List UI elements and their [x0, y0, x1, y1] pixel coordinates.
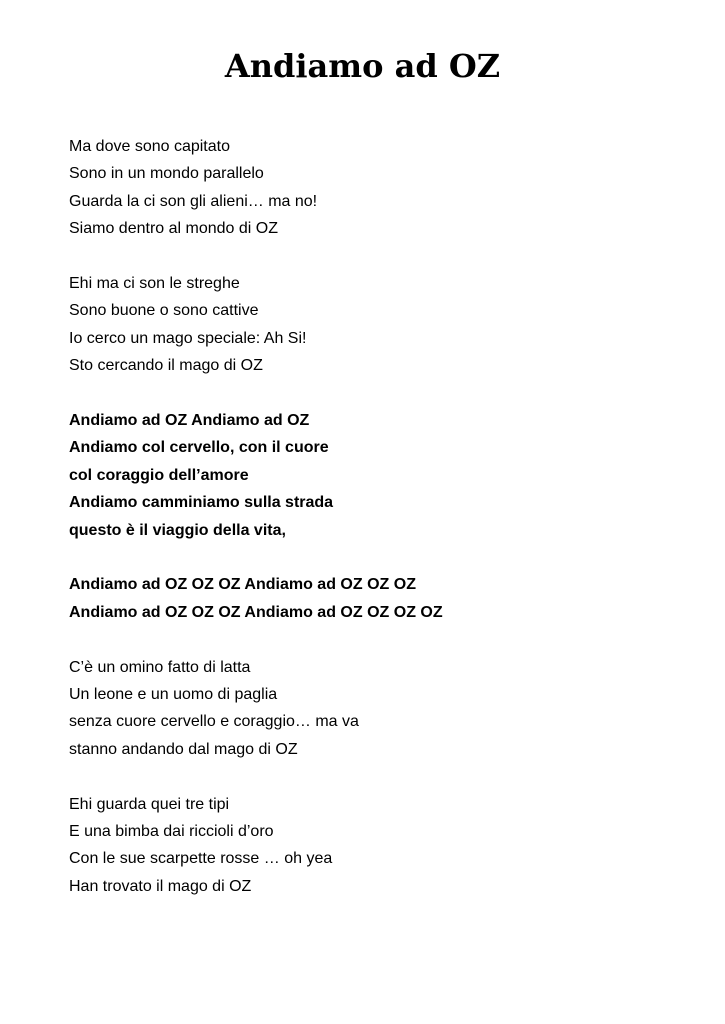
lyric-line: Ehi ma ci son le streghe	[69, 275, 240, 293]
lyric-line: E una bimba dai riccioli d’oro	[69, 823, 274, 841]
lyric-line: Han trovato il mago di OZ	[69, 877, 252, 895]
chorus-line: Andiamo ad OZ OZ OZ Andiamo ad OZ OZ OZ	[69, 576, 416, 594]
lyric-line: Sono in un mondo parallelo	[69, 165, 264, 183]
chorus-line: col coraggio dell’amore	[69, 466, 249, 484]
lyric-line: Ma dove sono capitato	[69, 138, 230, 155]
stanza-4	[69, 791, 689, 901]
stanza-2	[69, 270, 689, 380]
lyric-line: Io cerco un mago speciale: Ah Si!	[69, 329, 307, 347]
chorus-line: Andiamo ad OZ OZ OZ Andiamo ad OZ OZ OZ OZ	[69, 603, 443, 621]
lyric-line: Sto cercando il mago di OZ	[69, 357, 263, 375]
lyric-line: Sono buone o sono cattive	[69, 302, 259, 320]
stanza-1	[69, 133, 689, 243]
chorus-line: Andiamo ad OZ Andiamo ad OZ	[69, 412, 310, 430]
chorus-line: Andiamo col cervello, con il cuore	[69, 439, 329, 457]
lyric-line: Guarda la ci son gli alieni… ma no!	[69, 192, 318, 210]
chorus-line: questo è il viaggio della vita,	[69, 521, 286, 539]
lyric-line: stanno andando dal mago di OZ	[69, 740, 298, 758]
lyrics-body	[69, 133, 689, 928]
lyric-line: Ehi guarda quei tre tipi	[69, 795, 230, 813]
page-title: Andiamo ad OZ	[224, 47, 501, 85]
lyric-line: Un leone e un uomo di paglia	[69, 686, 278, 704]
chorus-stanza-1	[69, 407, 689, 544]
lyric-line: C’è un omino fatto di latta	[69, 658, 251, 676]
stanza-3	[69, 654, 689, 764]
lyric-line: Siamo dentro al mondo di OZ	[69, 220, 278, 238]
lyric-line: senza cuore cervello e coraggio… ma va	[69, 713, 359, 731]
lyric-line: Con le sue scarpette rosse … oh yea	[69, 850, 333, 868]
chorus-stanza-2	[69, 571, 689, 626]
chorus-line: Andiamo camminiamo sulla strada	[69, 494, 334, 512]
